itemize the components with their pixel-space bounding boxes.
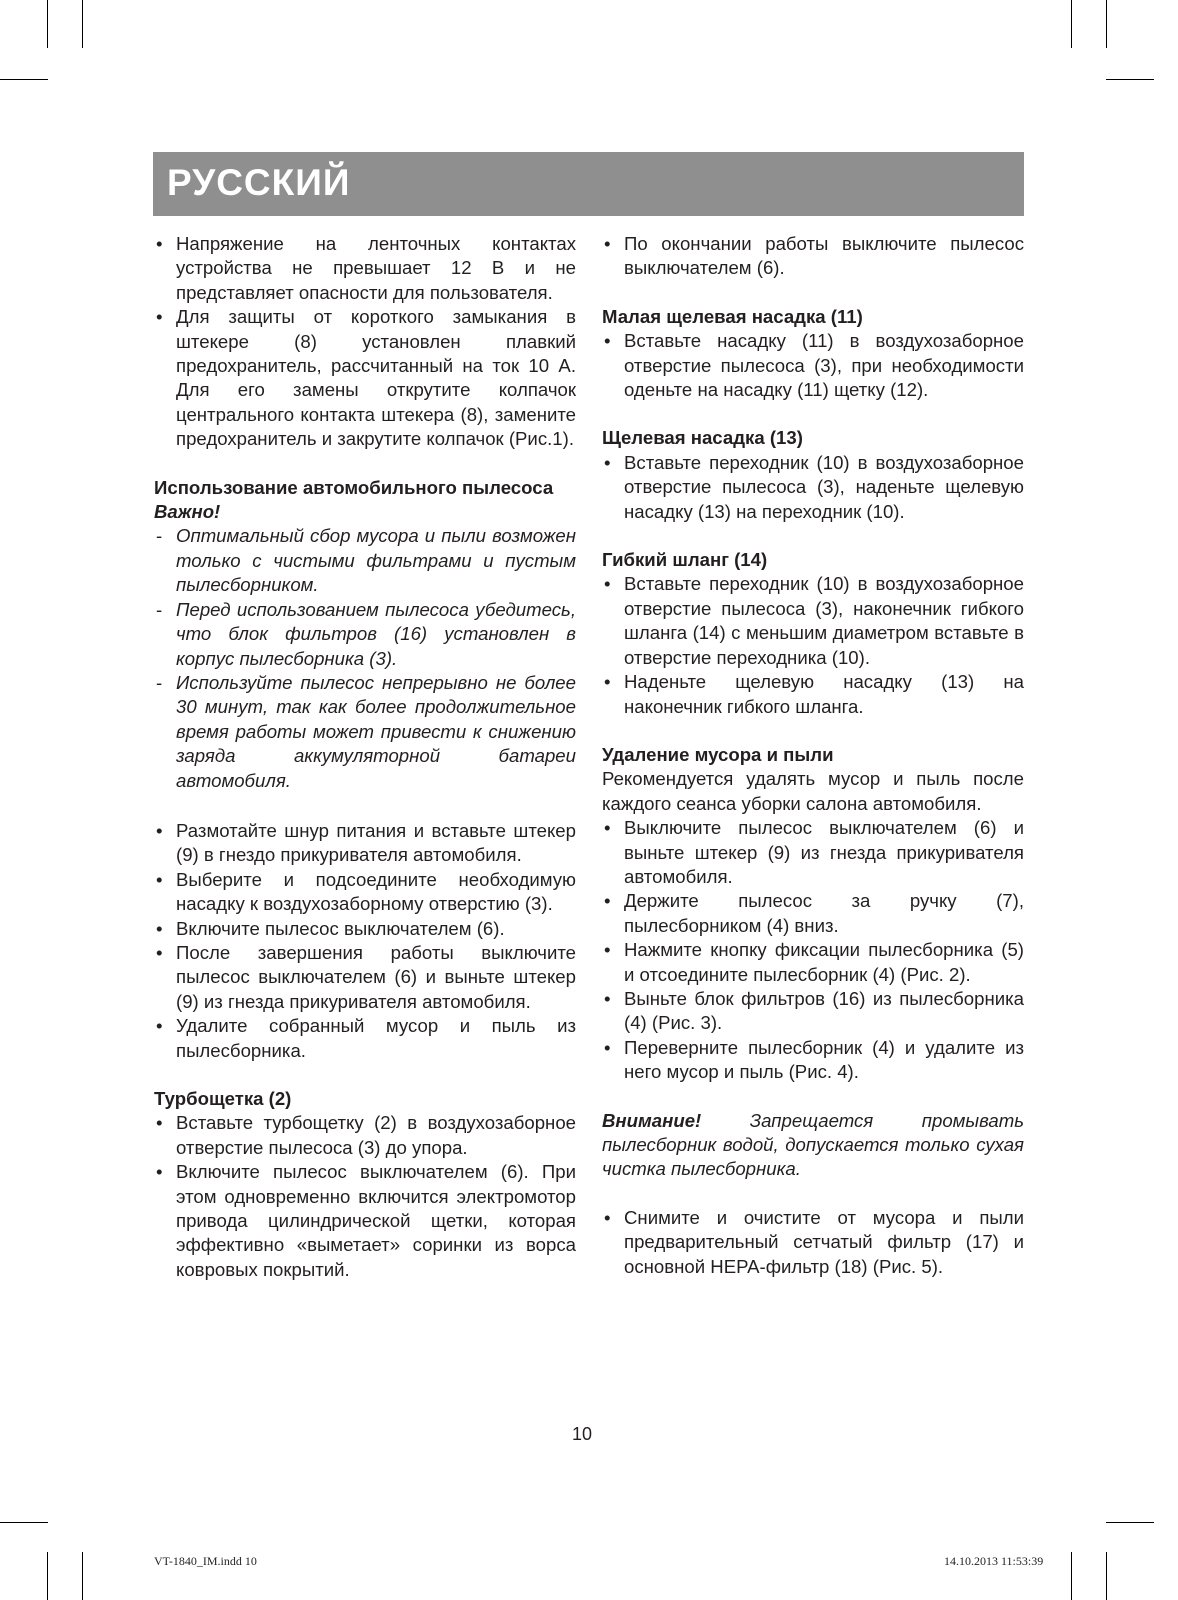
list-item: • Вставьте турбощетку (2) в воздухозаборное отверстие пылесоса (3) до упора.	[156, 1112, 576, 1158]
crop-mark	[47, 0, 48, 48]
removal-intro: Рекомендуется удалять мусор и пыль после каждого сеанса уборки салона автомобиля.	[602, 768, 1024, 814]
list-item: • Выберите и подсоедините необходимую насадку к воздухозаборному отверстию (3).	[156, 868, 576, 915]
list-item: • Выключите пылесос выключателем (6) и выньте штекер (9) из гнезда прикуривателя автомобиля.	[604, 817, 1024, 887]
bullet-icon: •	[156, 917, 163, 939]
print-slug-file: VT-1840_IM.indd 10	[154, 1554, 257, 1568]
bullet-icon: •	[604, 233, 611, 254]
list-item: • Переверните пылесборник (4) и удалите из него мусор и пыль (Рис. 4).	[604, 1036, 1024, 1083]
bullet-icon: •	[604, 451, 611, 473]
print-slug-date: 14.10.2013 11:53:39	[944, 1554, 1044, 1568]
language-banner	[153, 152, 1024, 216]
section-heading-crevice: Щелевая насадка (13)	[602, 427, 803, 449]
bullet-icon: •	[156, 819, 163, 841]
important-label: Важно!	[154, 501, 221, 523]
crop-mark	[82, 0, 83, 48]
list-item: • Вставьте переходник (10) в воздухозаборное отверстие пылесоса (3), наденьте щелевую насадку (13) на переходник (10).	[604, 451, 1024, 522]
bullet-icon: •	[604, 890, 611, 912]
bullet-icon: •	[156, 306, 163, 328]
crop-mark	[1106, 1522, 1154, 1523]
bullet-icon: •	[604, 987, 611, 1009]
warning-label: Внимание!	[602, 1109, 702, 1131]
list-item: • После завершения работы выключите пылесос выключателем (6) и выньте штекер (9) из гнезда прикуривателя автомобиля.	[156, 941, 576, 1012]
bullet-icon: •	[604, 573, 611, 595]
list-item: • Удалите собранный мусор и пыль из пылесборника.	[156, 1015, 576, 1061]
crop-mark	[47, 1552, 48, 1600]
bullet-icon: •	[156, 1015, 163, 1037]
right-column	[602, 232, 1024, 1279]
crop-mark	[0, 79, 48, 80]
section-heading-hose: Гибкий шланг (14)	[602, 549, 768, 571]
list-item: • Напряжение на ленточных контактах устройства не превышает 12 В и не представляет опасности для пользователя.	[156, 233, 576, 303]
crop-mark	[1071, 0, 1072, 48]
page-title: РУССКИЙ	[167, 162, 351, 203]
list-item: • По окончании работы выключите пылесос выключателем (6).	[604, 233, 1024, 279]
list-item: - Перед использованием пылесоса убедитесь, что блок фильтров (16) установлен в корпус пылесборника (3).	[156, 598, 576, 669]
list-item: • Размотайте шнур питания и вставьте штекер (9) в гнездо прикуривателя автомобиля.	[156, 819, 576, 866]
crop-mark	[1106, 1552, 1107, 1600]
section-heading-usage: Использование автомобильного пылесоса	[154, 476, 554, 498]
bullet-icon: •	[604, 1206, 611, 1228]
list-item: • Для защиты от короткого замыкания в штекере (8) установлен плавкий предохранитель, рассчитанный на ток 10 А. Для его замены открутите колпачок центрального контакта штекера (8), замените предохранитель и закрутите колпачок (Рис.1).	[156, 306, 576, 450]
section-heading-small-nozzle: Малая щелевая насадка (11)	[602, 305, 863, 327]
list-item: • Выньте блок фильтров (16) из пылесборника (4) (Рис. 3).	[604, 987, 1024, 1034]
bullet-icon: •	[156, 1112, 163, 1134]
list-item: • Нажмите кнопку фиксации пылесборника (5) и отсоедините пылесборник (4) (Рис. 2).	[604, 939, 1024, 985]
list-item: • Вставьте переходник (10) в воздухозаборное отверстие пылесоса (3), наконечник гибкого шланга (14) с меньшим диаметром вставьте в отверстие переходника (10).	[604, 573, 1024, 668]
bullet-icon: •	[604, 1036, 611, 1058]
list-item: • Снимите и очистите от мусора и пыли предварительный сетчатый фильтр (17) и основной HEPA-фильтр (18) (Рис. 5).	[604, 1206, 1024, 1277]
section-heading-turbo: Турбощетка (2)	[154, 1088, 292, 1109]
left-column	[154, 232, 576, 1282]
list-item: • Включите пылесос выключателем (6).	[154, 917, 576, 941]
warning-text: Запрещается промывать пылесборник водой, допускается только сухая чистка пылесборника.	[602, 1109, 1025, 1180]
bullet-icon: •	[156, 941, 163, 963]
bullet-icon: •	[156, 233, 163, 254]
bullet-icon: •	[156, 1161, 163, 1183]
list-item: • Держите пылесос за ручку (7), пылесборником (4) вниз.	[604, 890, 1024, 936]
page-number: 10	[572, 1424, 593, 1444]
dash-icon: -	[156, 671, 163, 693]
dash-icon: -	[156, 525, 163, 547]
list-item: • Вставьте насадку (11) в воздухозаборное отверстие пылесоса (3), при необходимости оденьте на насадку (11) щетку (12).	[604, 330, 1024, 401]
list-item: - Оптимальный сбор мусора и пыли возможен только с чистыми фильтрами и пустым пылесборником.	[156, 525, 576, 596]
crop-mark	[0, 1522, 48, 1523]
bullet-icon: •	[604, 330, 611, 352]
bullet-icon: •	[604, 939, 611, 961]
crop-mark	[82, 1552, 83, 1600]
list-item: • Наденьте щелевую насадку (13) на наконечник гибкого шланга.	[604, 671, 1024, 717]
list-item: • Включите пылесос выключателем (6). При этом одновременно включится электромотор привода цилиндрической щетки, которая эффективно «выметает» соринки из ворса ковровых покрытий.	[156, 1161, 576, 1280]
crop-mark	[1106, 79, 1154, 80]
dash-icon: -	[156, 598, 163, 620]
crop-mark	[1071, 1552, 1072, 1600]
bullet-icon: •	[156, 868, 163, 890]
list-item: - Используйте пылесос непрерывно не более 30 минут, так как более продолжительное время работы может привести к снижению заряда аккумуляторной батареи автомобиля.	[156, 671, 576, 791]
crop-mark	[1106, 0, 1107, 48]
section-heading-removal: Удаление мусора и пыли	[602, 743, 834, 765]
bullet-icon: •	[604, 671, 611, 693]
bullet-icon: •	[604, 817, 611, 839]
warning-note	[602, 1109, 1024, 1182]
